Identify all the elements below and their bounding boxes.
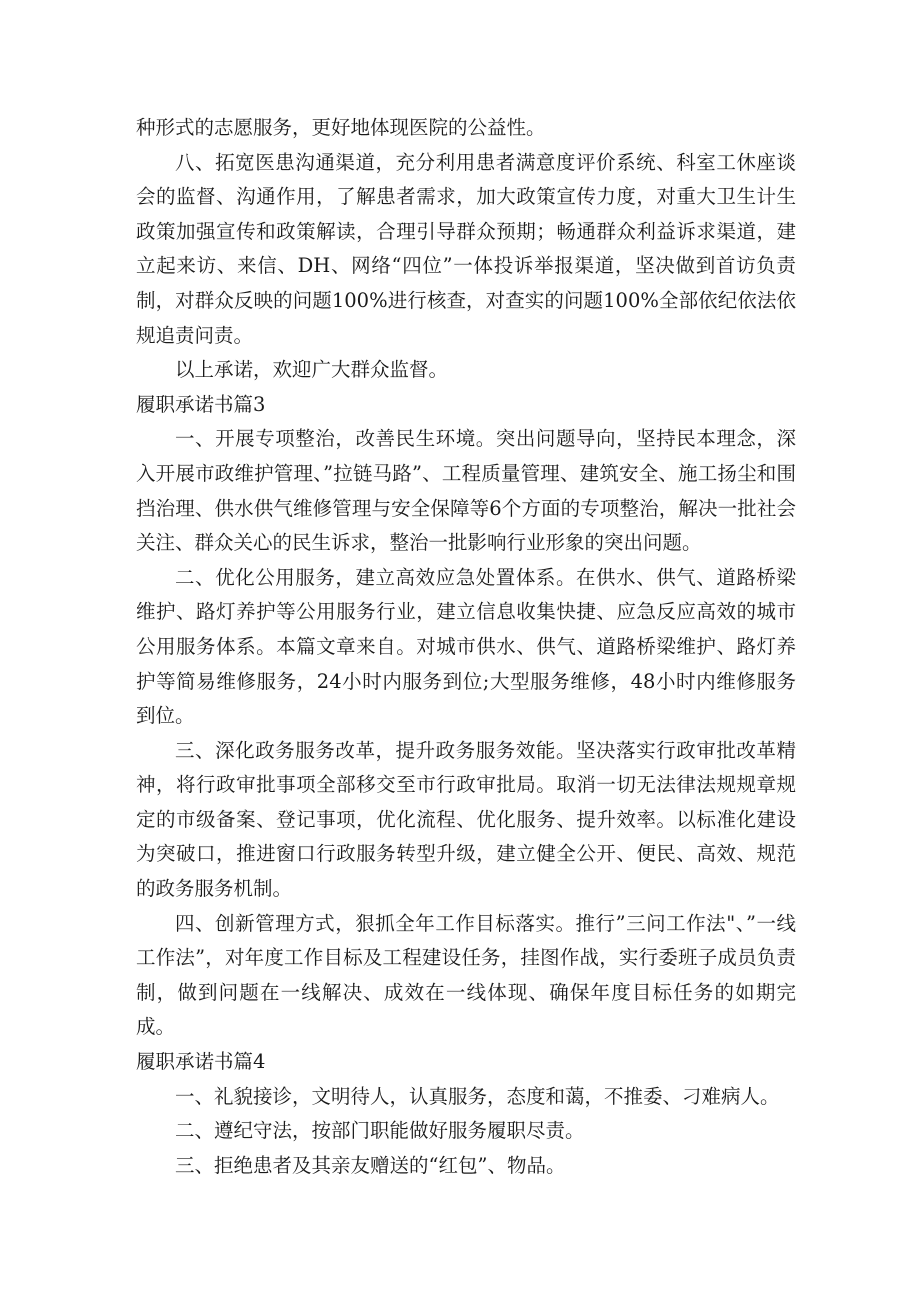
document-body — [136, 111, 796, 1183]
paragraph-item-2: 二、遵纪守法，按部门职能做好服务履职尽责。 — [175, 1119, 585, 1143]
paragraph-continuation: 种形式的志愿服务，更好地体现医院的公益性。 — [136, 116, 546, 139]
paragraph-item-2: 二、优化公用服务，建立高效应急处置体系。在供水、供气、道路桥梁维护、路灯养护等公用服务行业，建立信息收集快捷、应急反应高效的城市公用服务体系。本篇文章来自。对城市供水、供气、道路桥梁维护、路灯养护等简易维修服务，24小时内服务到位;大型服务维修，48小时内维修服务到位。 — [136, 565, 796, 728]
paragraph-closing: 以上承诺，欢迎广大群众监督。 — [175, 358, 449, 382]
paragraph-item-8: 八、拓宽医患沟通渠道，充分利用患者满意度评价系统、科室工休座谈会的监督、沟通作用，了解患者需求，加大政策宣传力度，对重大卫生计生政策加强宣传和政策解读，合理引导群众预期；畅通群众利益诉求渠道，建立起来访、来信、DH、网络“四位”一体投诉举报渠道，坚决做到首访负责制，对群众反映的问题100%进行核查，对查实的问题100%全部依纪依法依规追责问责。 — [136, 150, 796, 347]
section-heading-3: 履职承诺书篇3 — [136, 392, 266, 416]
paragraph-item-1: 一、开展专项整治，改善民生环境。突出问题导向，坚持民本理念，深入开展市政维护管理、”拉链马路”、工程质量管理、建筑安全、施工扬尘和围挡治理、供水供气维修管理与安全保障等6个方面的专项整治，解决一批社会关注、群众关心的民生诉求，整治一批影响行业形象的突出问题。 — [136, 427, 796, 555]
paragraph-item-3: 三、拒绝患者及其亲友赠送的“红包”、物品。 — [175, 1153, 566, 1177]
paragraph-item-1: 一、礼貌接诊，文明待人，认真服务，态度和蔼，不推委、刁难病人。 — [175, 1084, 780, 1108]
paragraph-item-4: 四、创新管理方式，狠抓全年工作目标落实。推行”三问工作法"、”一线工作法”，对年度工作目标及工程建设任务，挂图作战，实行委班子成员负责制，做到问题在一线解决、成效在一线体现、确保年度目标任务的如期完成。 — [136, 911, 796, 1039]
paragraph-item-3: 三、深化政务服务改革，提升政务服务效能。坚决落实行政审批改革精神，将行政审批事项全部移交至市行政审批局。取消一切无法律法规规章规定的市级备案、登记事项，优化流程、优化服务、提升效率。以标准化建设为突破口，推进窗口行政服务转型升级，建立健全公开、便民、高效、规范的政务服务机制。 — [136, 738, 796, 901]
section-heading-4: 履职承诺书篇4 — [136, 1050, 266, 1074]
